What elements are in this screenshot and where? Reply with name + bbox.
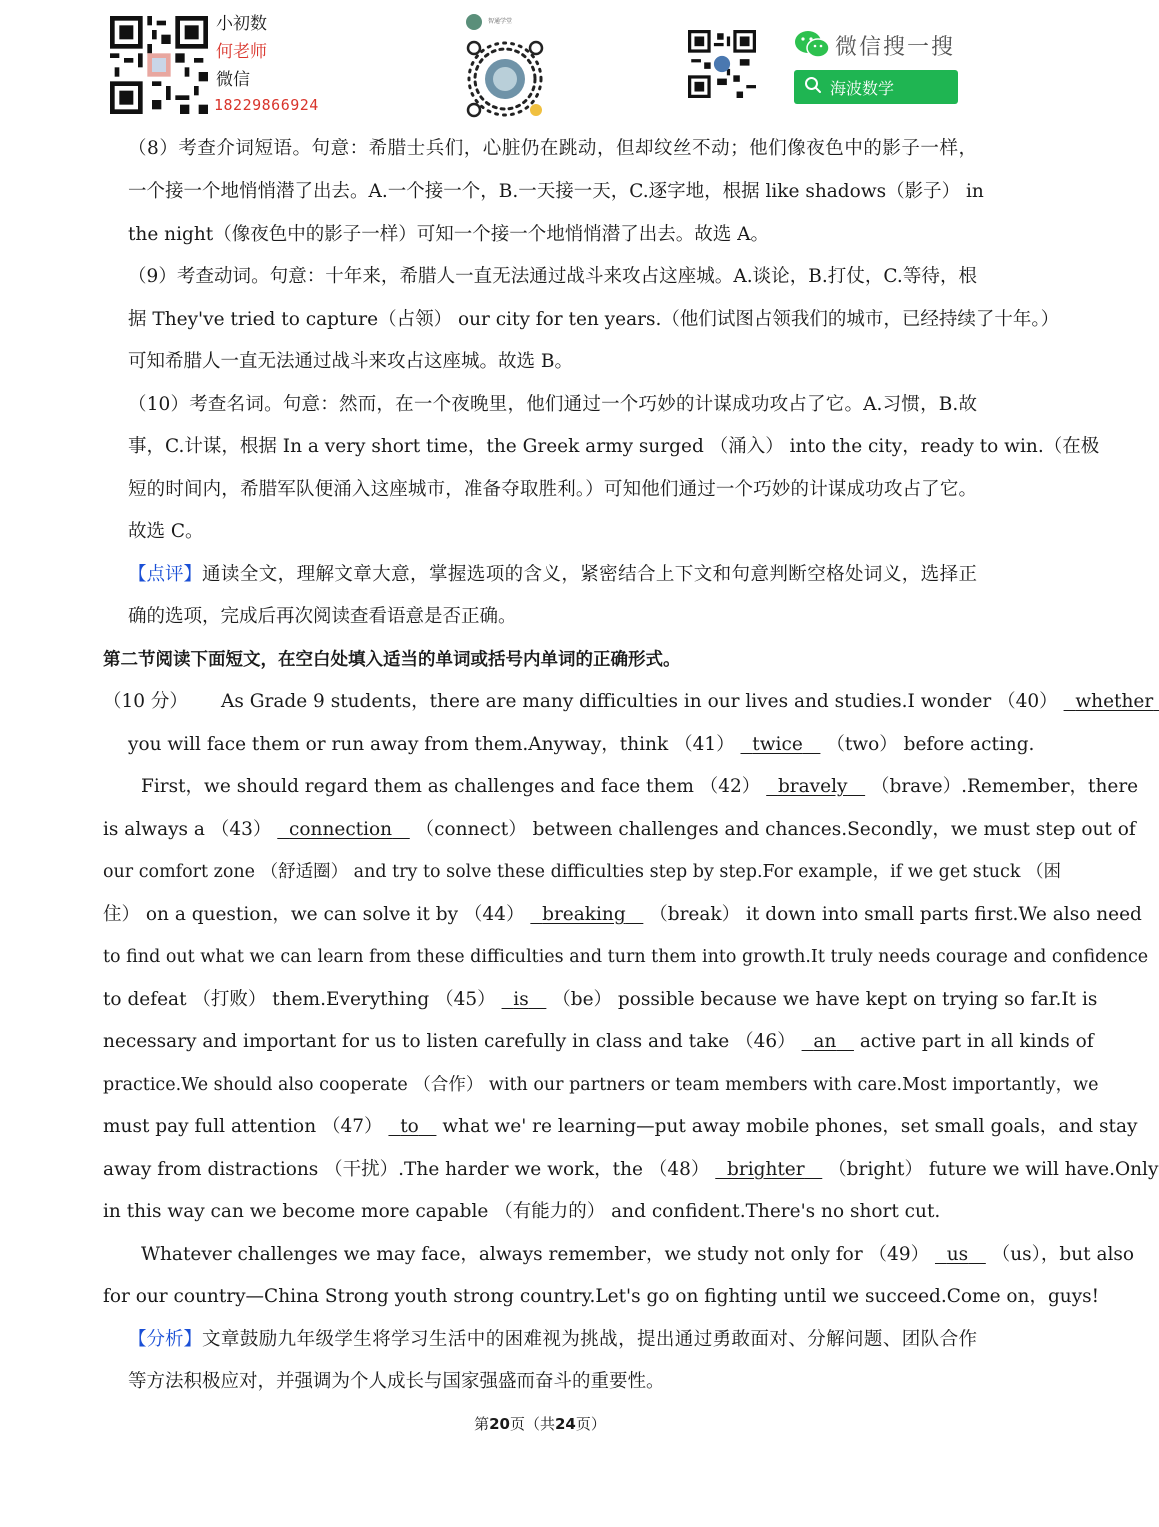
passage-text: （connect） between challenges and chances.Secondly，we must step out of xyxy=(415,819,1136,840)
text-line xyxy=(221,681,1159,723)
passage-text: First，we should regard them as challenges and face them （42） xyxy=(141,776,761,797)
analysis-line xyxy=(128,1319,977,1361)
passage-text: to defeat （打败） them.Everything （45） xyxy=(103,989,496,1010)
answer-text: bravely xyxy=(777,776,848,797)
passage-text: active part in all kinds of xyxy=(859,1031,1094,1052)
answer-42 xyxy=(766,776,865,797)
page-header xyxy=(0,0,1080,130)
page-number: 20 xyxy=(489,1415,510,1433)
handwriting-line-2: 何老师 xyxy=(216,42,267,62)
answer-text: twice xyxy=(752,734,803,755)
comment-label: 【点评】 xyxy=(128,564,203,585)
footer-mid: 页（共 xyxy=(509,1415,555,1433)
page-footer xyxy=(0,1413,1080,1434)
passage-text: （bright） future we will have.Only xyxy=(828,1159,1159,1180)
mini-program-code-icon xyxy=(466,40,544,122)
text-line xyxy=(103,979,1097,1021)
text-line xyxy=(103,1021,1094,1063)
text-line: practice.We should also cooperate （合作） with our partners or team members with care.Most importantly，we xyxy=(103,1075,1099,1095)
text-line: 可知希腊人一直无法通过战斗来攻占这座城。故选 B。 xyxy=(128,351,573,372)
passage-text: what we' re learning—put away mobile phones，set small goals，and stay xyxy=(442,1116,1138,1137)
text-line: （8）考查介词短语。句意：希腊士兵们，心脏仍在跳动，但却纹丝不动；他们像夜色中的影子一样， xyxy=(128,138,977,159)
text-line: 通读全文，理解文章大意，掌握选项的含义，紧密结合上下文和句意判断空格处词义，选择正 xyxy=(202,564,977,585)
answer-47 xyxy=(388,1116,436,1137)
text-line: 据 They've tried to capture（占领） our city for ten years.（他们试图占领我们的城市，已经持续了十年。） xyxy=(128,309,1060,330)
search-icon xyxy=(804,76,822,98)
passage-text: you will face them or run away from them.Anyway，think （41） xyxy=(128,734,735,755)
wechat-search-block xyxy=(790,28,960,108)
wechat-search-box[interactable] xyxy=(794,70,958,104)
handwriting-line-1: 小初数 xyxy=(216,14,267,34)
qr-code-icon xyxy=(688,30,756,98)
answer-49 xyxy=(935,1244,986,1265)
passage-text: （us），but also xyxy=(991,1244,1135,1265)
text-line xyxy=(141,1234,1134,1276)
text-line xyxy=(103,1149,1158,1191)
text-line: in this way can we become more capable （有能力的） and confident.There's no short cut. xyxy=(103,1201,941,1222)
passage-text: （be） possible because we have kept on trying so far.It is xyxy=(552,989,1098,1010)
passage-text: （break） it down into small parts first.We also need xyxy=(649,904,1142,925)
text-line: our comfort zone （舒适圈） and try to solve these difficulties step by step.For example，if we get stuck （困 xyxy=(103,862,1062,882)
answer-text: us xyxy=(946,1244,969,1265)
text-line xyxy=(128,724,1034,766)
phone-number: 18229866924 xyxy=(214,96,319,114)
passage-text: （two） before acting. xyxy=(826,734,1035,755)
answer-44 xyxy=(530,904,643,925)
text-line: （10）考查名词。句意：然而，在一个夜晚里，他们通过一个巧妙的计谋成功攻占了它。A.习惯，B.故 xyxy=(128,394,977,415)
answer-41 xyxy=(741,734,821,755)
text-line: to find out what we can learn from these difficulties and turn them into growth.It truly needs courage and confidence xyxy=(103,947,1149,967)
passage-text: As Grade 9 students，there are many difficulties in our lives and studies.I wonder （40） xyxy=(221,691,1058,712)
text-line xyxy=(141,766,1138,808)
mini-logo-icon xyxy=(466,14,482,30)
section-heading: 第二节阅读下面短文，在空白处填入适当的单词或括号内单词的正确形式。 xyxy=(103,650,681,670)
answer-43 xyxy=(277,819,409,840)
wechat-logo-icon xyxy=(794,30,830,64)
wechat-title: 微信搜一搜 xyxy=(835,35,956,60)
answer-48 xyxy=(715,1159,822,1180)
footer-suffix: 页） xyxy=(575,1415,606,1433)
passage-text: away from distractions （干扰）.The harder we work，the （48） xyxy=(103,1159,710,1180)
answer-40 xyxy=(1064,691,1159,712)
text-line: 文章鼓励九年级学生将学习生活中的困难视为挑战，提出通过勇敢面对、分解问题、团队合作 xyxy=(202,1329,977,1350)
passage-text: necessary and important for us to listen carefully in class and take （46） xyxy=(103,1031,796,1052)
text-line xyxy=(103,809,1136,851)
answer-46 xyxy=(802,1031,854,1052)
text-line: 短的时间内，希腊军队便涌入这座城市，准备夺取胜利。）可知他们通过一个巧妙的计谋成功攻占了它。 xyxy=(128,479,977,500)
analysis-label: 【分析】 xyxy=(128,1329,203,1350)
comment-line xyxy=(128,554,977,596)
text-line: 一个接一个地悄悄潜了出去。A.一个接一个，B.一天接一天，C.逐字地，根据 like shadows（影子） in xyxy=(128,181,984,202)
text-line: the night（像夜色中的影子一样）可知一个接一个地悄悄潜了出去。故选 A。 xyxy=(128,224,769,245)
answer-45 xyxy=(502,989,547,1010)
handwriting-line-3: 微信 xyxy=(216,70,250,90)
footer-prefix: 第 xyxy=(474,1415,490,1433)
text-line: （9）考查动词。句意：十年来，希腊人一直无法通过战斗来攻占这座城。A.谈论，B.打仗，C.等待，根 xyxy=(128,266,977,287)
passage-text: must pay full attention （47） xyxy=(103,1116,383,1137)
mini-program-label: 智通学堂 xyxy=(488,18,513,25)
answer-text: is xyxy=(513,989,529,1010)
passage-text: is always a （43） xyxy=(103,819,272,840)
text-line: for our country—China Strong youth strong country.Let's go on fighting until we succeed.Come on，guys! xyxy=(103,1286,1100,1307)
answer-text: to xyxy=(400,1116,419,1137)
text-line xyxy=(103,894,1142,936)
text-line: 故选 C。 xyxy=(128,521,204,542)
answer-text: an xyxy=(813,1031,837,1052)
wechat-search-text: 海波数学 xyxy=(830,78,895,98)
text-line: 确的选项，完成后再次阅读查看语意是否正确。 xyxy=(128,606,517,627)
text-line xyxy=(103,1106,1137,1148)
answer-text: connection xyxy=(289,819,393,840)
answer-text: whether xyxy=(1075,691,1154,712)
answer-text: breaking xyxy=(542,904,626,925)
passage-text: 住） on a question，we can solve it by （44） xyxy=(103,904,525,925)
page-total: 24 xyxy=(555,1415,576,1433)
passage-text: （brave）.Remember，there xyxy=(871,776,1139,797)
passage-text: Whatever challenges we may face，always remember，we study not only for （49） xyxy=(141,1244,930,1265)
answer-text: brighter xyxy=(727,1159,805,1180)
text-line: 事，C.计谋，根据 In a very short time，the Greek army surged （涌入） into the city，ready to win.（在极 xyxy=(128,436,1100,457)
score-label: （10 分） xyxy=(103,691,188,712)
qr-code-icon xyxy=(110,16,208,114)
text-line: 等方法积极应对，并强调为个人成长与国家强盛而奋斗的重要性。 xyxy=(128,1371,665,1392)
